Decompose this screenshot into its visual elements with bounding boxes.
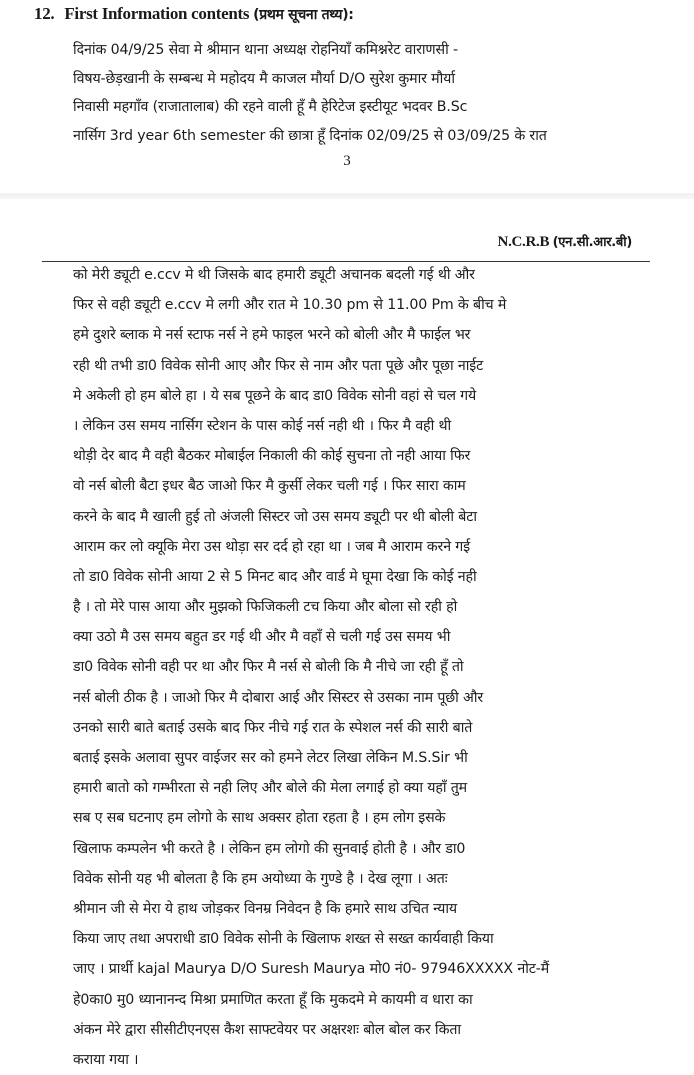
ncrb-label: N.C.R.B xyxy=(497,234,550,250)
text-line: फिर से वही ड्यूटी e.ccv मे लगी और रात मे 10.30 pm से 11.00 Pm के बीच मे xyxy=(73,297,507,314)
ncrb-label-hindi: (एन.सी.आर.बी) xyxy=(552,235,632,250)
text-line: डा0 विवेक सोनी वही पर था और फिर मै नर्स से बोली कि मै नीचे जा रही हूँ तो xyxy=(73,659,464,676)
section-heading xyxy=(34,4,354,24)
text-line: कराया गया । xyxy=(73,1051,139,1068)
text-line: । लेकिन उस समय नार्सिग स्टेशन के पास कोई नर्स नही थी । फिर मै वही थी xyxy=(73,417,452,434)
text-line: किया जाए तथा अपराधी डा0 विवेक सोनी के खिलाफ शख्त से सख्त कार्यवाही किया xyxy=(73,931,494,948)
section-number: 12. xyxy=(34,4,55,23)
text-line: श्रीमान जी से मेरा ये हाथ जोड़कर विनम्र निवेदन है कि हमारे साथ उचित न्याय xyxy=(73,900,457,917)
text-line: को मेरी ड्यूटी e.ccv मे थी जिसके बाद हमारी ड्यूटी अचानक बदली गई थी और xyxy=(73,267,475,283)
text-line: तो डा0 विवेक सोनी आया 2 से 5 मिनट बाद और वार्ड मे घूमा देखा कि कोई नही xyxy=(73,568,477,585)
text-line: हमे दुशरे ब्लाक मे नर्स स्टाफ नर्स ने हमे फाइल भरने को बोली और मै फाईल भर xyxy=(73,327,471,344)
text-line: दिनांक 04/9/25 सेवा मे श्रीमान थाना अध्यक्ष रोहनियाँ कमिश्नरेट वाराणसी - xyxy=(73,42,458,58)
text-line: वो नर्स बोली बैटा इधर बैठ जाओ फिर मै कुर्सी लेकर चली गई । फिर सारा काम xyxy=(73,478,466,495)
text-line: बताई इसके अलावा सुपर वाईजर सर को हमने लेटर लिखा लेकिन M.S.Sir भी xyxy=(73,750,468,766)
document-page-bottom xyxy=(0,199,694,1068)
text-line: विषय-छेड़खानी के सम्बन्ध मे महोदय मै काजल मौर्या D/O सुरेश कुमार मौर्या xyxy=(73,70,455,87)
text-line: अंकन मेरे द्वारा सीसीटीएनएस कैश साफ्टवेयर पर अक्षरशः बोल बोल कर किता xyxy=(73,1021,461,1038)
section-title: First Information contents xyxy=(64,4,250,23)
text-line: हे0का0 मु0 ध्यानानन्द मिश्रा प्रमाणित करता हूँ कि मुकदमे मे कायमी व धारा का xyxy=(73,991,473,1008)
text-line: रही थी तभी डा0 विवेक सोनी आए और फिर से नाम और पता पूछे और पूछा नाईट xyxy=(73,357,484,374)
text-line: सब ए सब घटनाए हम लोगो के साथ अक्सर होता रहता है । हम लोग इसके xyxy=(73,810,446,827)
text-line: निवासी महगाँव (राजातालाब) की रहने वाली हूँ मै हेरिटेज इस्टीयूट भदवर B.Sc xyxy=(73,99,468,115)
fir-text-top xyxy=(73,36,673,150)
ncrb-header xyxy=(498,232,632,251)
text-line: हमारी बातो को गम्भीरता से नही लिए और बोले की मेला लगाई हो क्या यहाँ तुम xyxy=(73,780,468,797)
section-title-hindi: (प्रथम सूचना तथ्य): xyxy=(253,7,354,23)
text-line: उनको सारी बाते बताई उसके बाद फिर नीचे गई रात के स्पेशल नर्स की सारी बाते xyxy=(73,719,473,736)
text-line: जाए । प्रार्थी kajal Maurya D/O Suresh Maurya मो0 नं0- 97946XXXXX नोट-मैं xyxy=(73,961,550,978)
text-line: आराम कर लो क्यूकि मेरा उस थोड़ा सर दर्द हो रहा था । जब मै आराम करने गई xyxy=(73,538,470,555)
text-line: नर्स बोली ठीक है । जाओ फिर मै दोबारा आई और सिस्टर से उसका नाम पूछी और xyxy=(73,689,484,706)
fir-text-bottom xyxy=(73,260,673,1075)
document-page-top xyxy=(0,0,694,193)
text-line: थोड़ी देर बाद मै वही बैठकर मोबाईल निकाली की कोई सुचना तो नही आया फिर xyxy=(73,448,471,465)
text-line: है । तो मेरे पास आया और मुझको फिजिकली टच किया और बोला सो रही हो xyxy=(73,599,458,616)
text-line: मे अकेली हो हम बोले हा । ये सब पूछने के बाद डा0 विवेक सोनी वहां से चल गये xyxy=(73,387,477,404)
page-number: 3 xyxy=(343,153,351,169)
text-line: क्या उठो मै उस समय बहुत डर गई थी और मै वहाँ से चली गई उस समय भी xyxy=(73,629,451,646)
text-line: नार्सिग 3rd year 6th semester की छात्रा हूँ दिनांक 02/09/25 से 03/09/25 के रात xyxy=(73,127,547,144)
text-line: खिलाफ कम्पलेन भी करते है । लेकिन हम लोगो की सुनवाई होती है । और डा0 xyxy=(73,840,466,857)
text-line: विवेक सोनी यह भी बोलता है कि हम अयोध्या के गुण्डे है । देख लूगा । अतः xyxy=(73,870,448,887)
text-line: करने के बाद मै खाली हुई तो अंजली सिस्टर जो उस समय ड्यूटी पर थी बोली बेटा xyxy=(73,508,477,525)
